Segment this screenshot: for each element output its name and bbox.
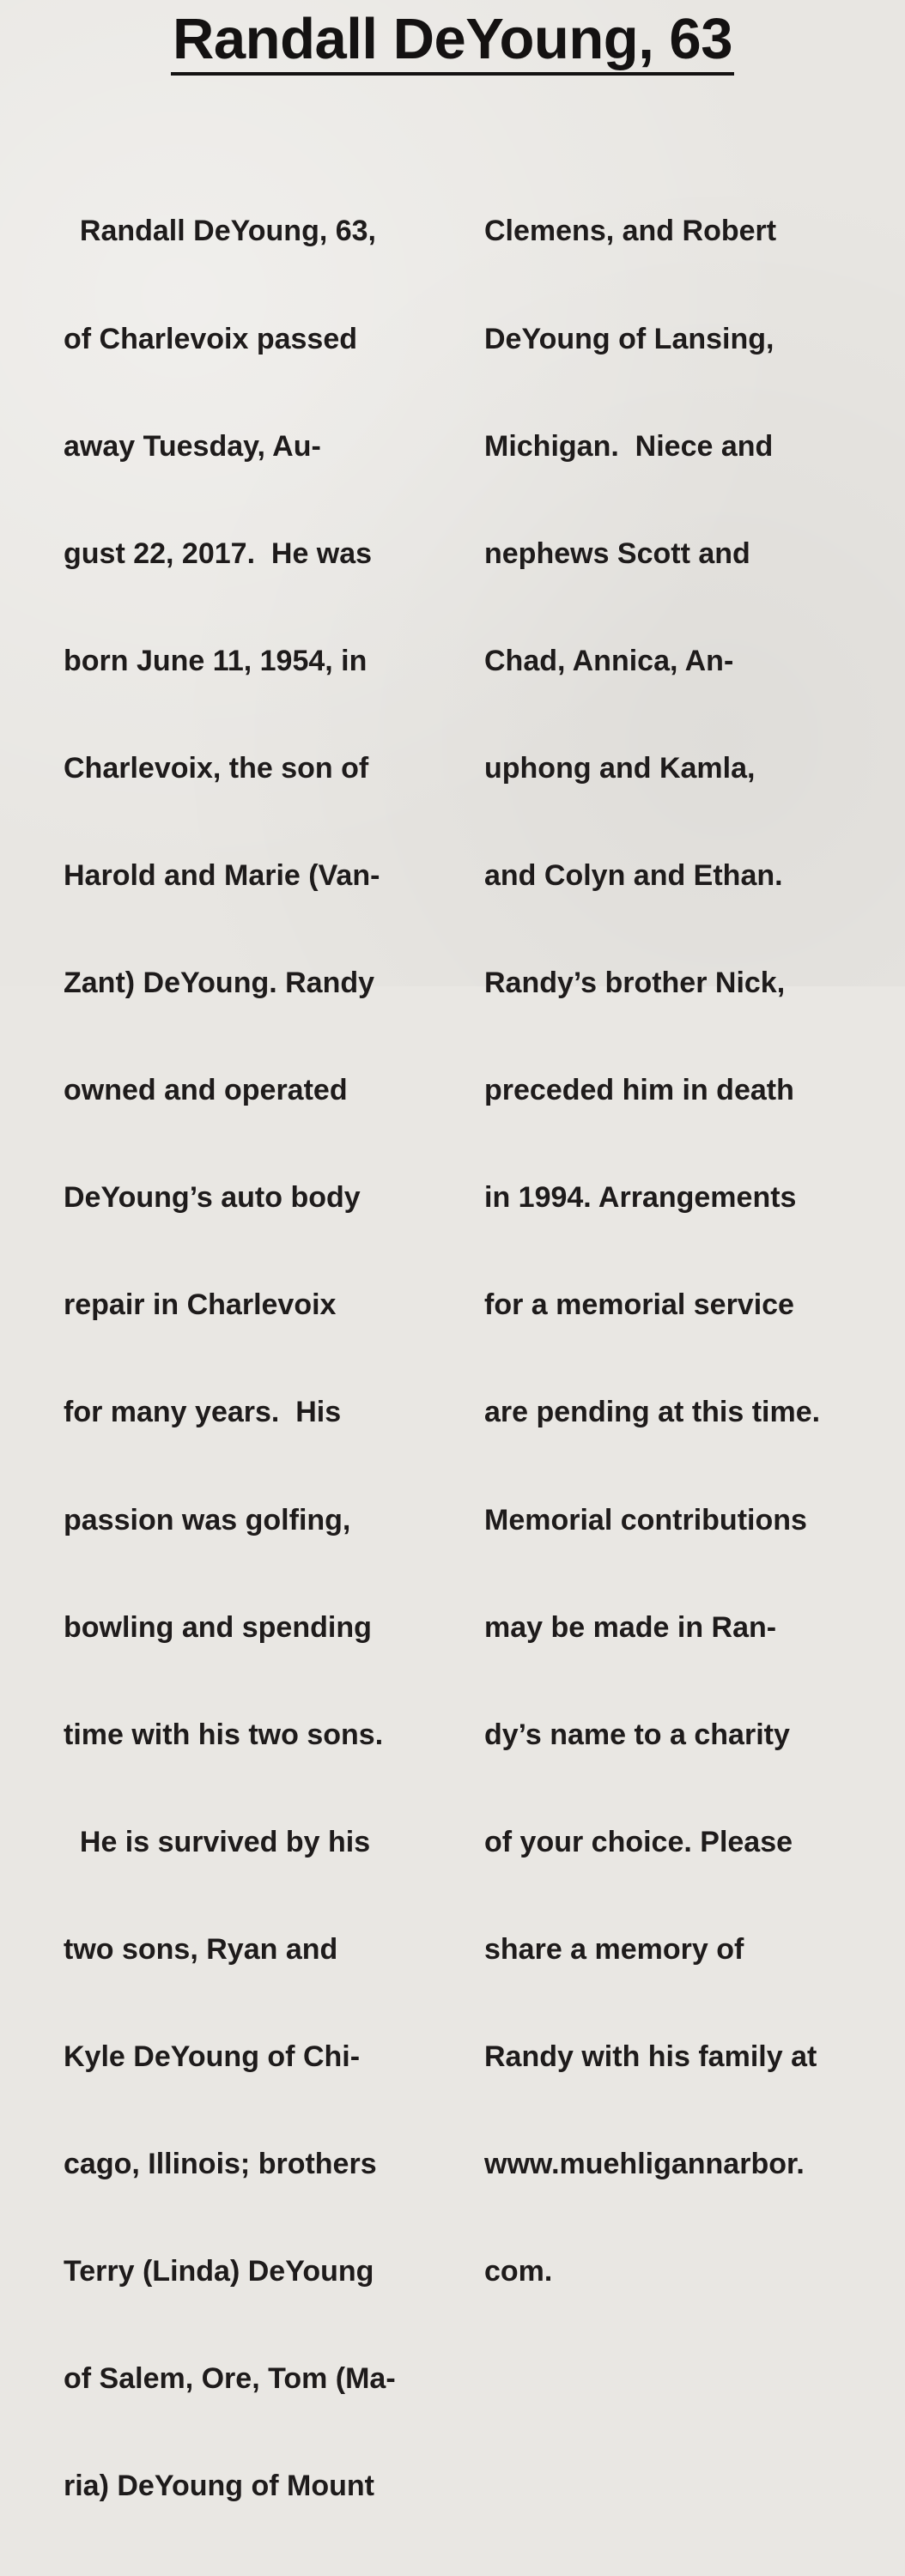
- text-line: www.muehligannarbor.: [484, 2148, 805, 2181]
- text-line: are pending at this time.: [484, 1396, 821, 1429]
- obituary-headline: [0, 5, 905, 76]
- text-line: com.: [484, 2255, 553, 2288]
- text-line: Zant) DeYoung. Randy: [64, 967, 375, 1000]
- text-line: preceded him in death: [484, 1074, 794, 1107]
- text-line: Harold and Marie (Van-: [64, 858, 380, 892]
- text-line: of your choice. Please: [484, 1825, 793, 1858]
- text-line: bowling and spending: [64, 1610, 372, 1644]
- text-line: gust 22, 2017. He was: [64, 536, 373, 570]
- text-line: Memorial contributions: [484, 1503, 807, 1537]
- text-line: uphong and Kamla,: [484, 751, 756, 785]
- text-line: in 1994. Arrangements: [484, 1181, 797, 1215]
- text-line: DeYoung’s auto body: [64, 1181, 361, 1215]
- text-line: DeYoung of Lansing,: [484, 322, 774, 355]
- text-line: born June 11, 1954, in: [64, 644, 367, 677]
- text-line: Terry (Linda) DeYoung: [64, 2255, 374, 2288]
- text-line: cago, Illinois; brothers: [64, 2148, 377, 2181]
- text-line: dy’s name to a charity: [484, 1718, 790, 1751]
- text-line: for a memorial service: [484, 1288, 794, 1322]
- headline-text: Randall DeYoung, 63: [171, 7, 734, 76]
- text-line: Charlevoix, the son of: [64, 751, 369, 785]
- text-line: and Colyn and Ethan.: [484, 858, 783, 892]
- text-line: Randy’s brother Nick,: [484, 967, 786, 1000]
- text-line: Michigan. Niece and: [484, 429, 774, 463]
- text-line: owned and operated: [64, 1074, 348, 1107]
- text-line: of Charlevoix passed: [64, 322, 358, 355]
- text-line: time with his two sons.: [64, 1718, 384, 1751]
- text-line: two sons, Ryan and: [64, 1932, 338, 1966]
- text-line: Randy with his family at: [484, 2040, 817, 2073]
- right-text-column: [484, 142, 888, 2361]
- text-line: may be made in Ran-: [484, 1610, 777, 1644]
- text-line: passion was golfing,: [64, 1503, 351, 1537]
- text-line: for many years. His: [64, 1396, 342, 1429]
- text-line: Clemens, and Robert: [484, 215, 777, 248]
- text-line: He is survived by his: [64, 1825, 371, 1858]
- left-text-column: [64, 142, 459, 2576]
- text-line: Kyle DeYoung of Chi-: [64, 2040, 361, 2073]
- text-line: of Salem, Ore, Tom (Ma-: [64, 2362, 396, 2396]
- text-line: ria) DeYoung of Mount: [64, 2470, 374, 2503]
- text-line: Randall DeYoung, 63,: [64, 215, 376, 248]
- text-line: Chad, Annica, An-: [484, 644, 734, 677]
- text-line: share a memory of: [484, 1932, 744, 1966]
- text-line: away Tuesday, Au-: [64, 429, 321, 463]
- text-line: nephews Scott and: [484, 536, 750, 570]
- text-line: repair in Charlevoix: [64, 1288, 337, 1322]
